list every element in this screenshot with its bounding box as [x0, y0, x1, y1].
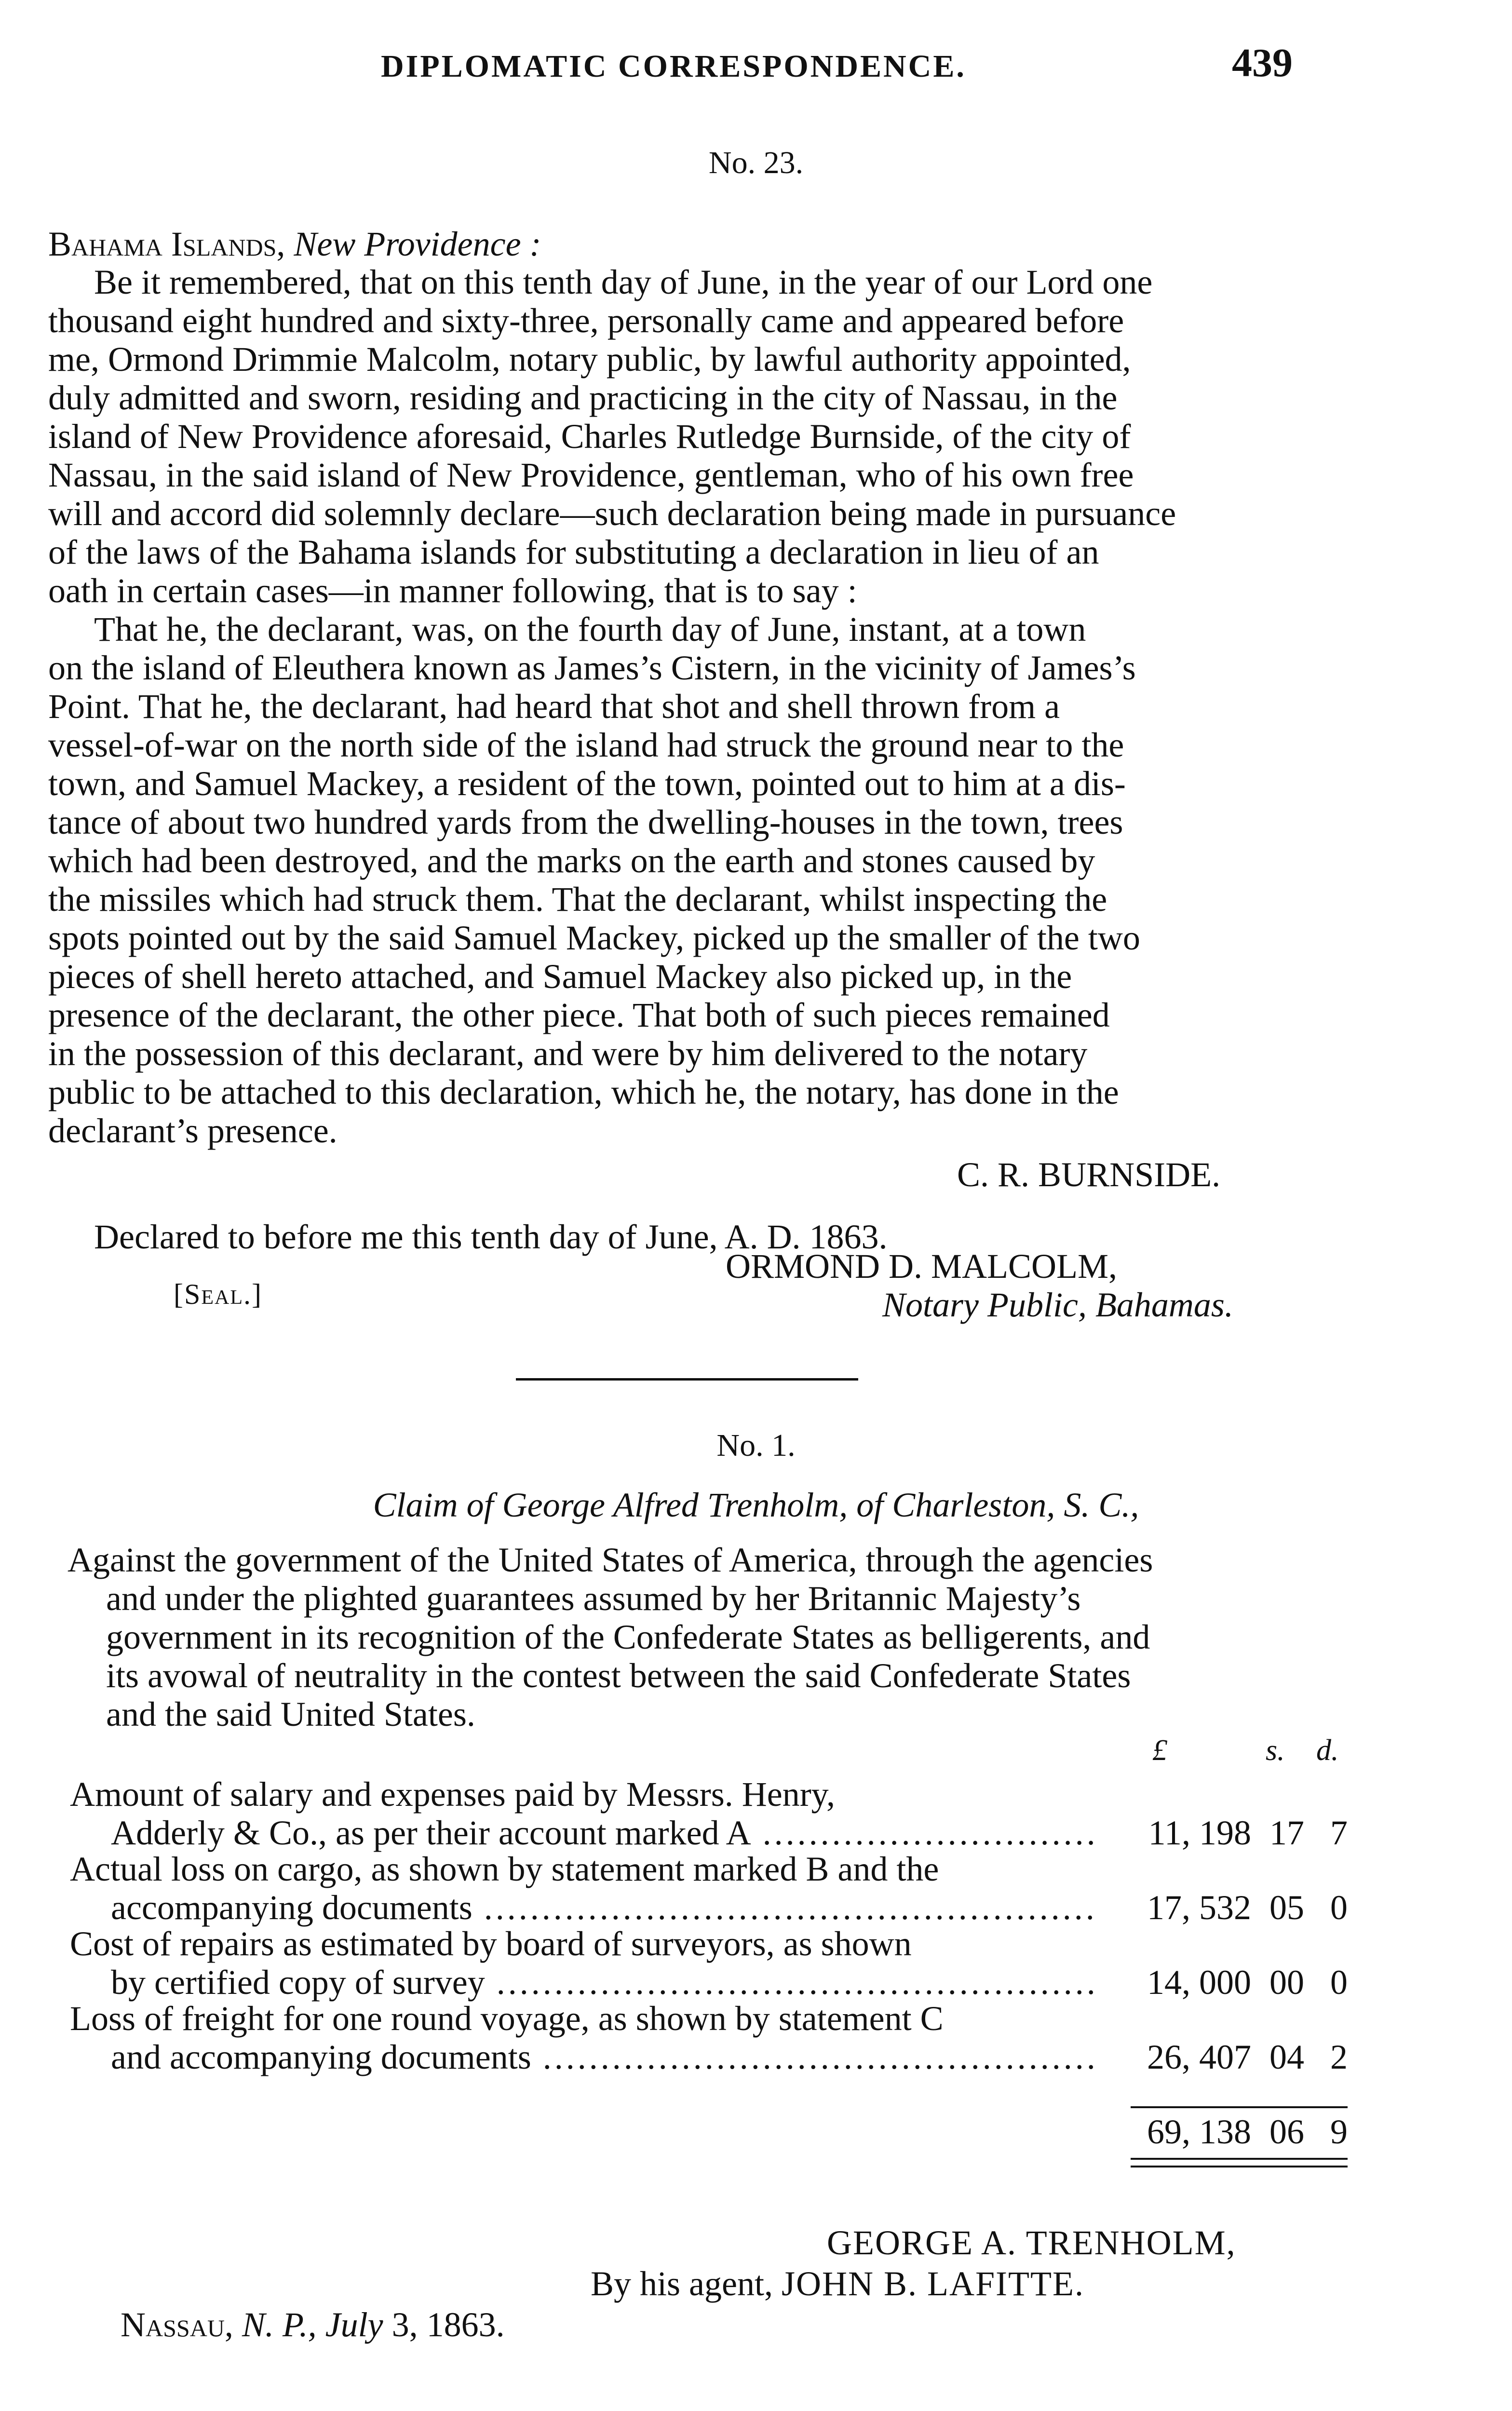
amount-pounds: 26, 407: [1147, 2038, 1251, 2076]
declared-before-text: Declared to before me this tenth day of June, A. D. 1863.: [94, 1218, 888, 1256]
statement-line: tance of about two hundred yards from the dwelling-houses in the town, trees: [48, 803, 1123, 841]
declaration-line: thousand eight hundred and sixty-three, personally came and appeared before: [48, 301, 1124, 340]
running-header: [0, 41, 1512, 106]
total-rule: [1131, 2106, 1348, 2108]
amount-pounds: 14, 000: [1147, 1963, 1251, 2002]
declaration-line: of the laws of the Bahama islands for substituting a declaration in lieu of an: [48, 533, 1099, 571]
agent-prefix: By his agent,: [591, 2264, 773, 2303]
amount-shillings: 05: [1269, 1888, 1304, 1927]
declaration-line: Nassau, in the said island of New Providence, gentleman, who of his own free: [48, 456, 1134, 494]
date-rest: 3, 1863.: [392, 2305, 505, 2344]
amount-pence: 0: [1330, 1963, 1348, 2002]
against-line: Against the government of the United States of America, through the agencies: [68, 1541, 1153, 1579]
statement-line: in the possession of this declarant, and were by him delivered to the notary: [48, 1034, 1088, 1073]
against-paragraph: [68, 1541, 1340, 1734]
notary-title: Notary Public, Bahamas.: [882, 1286, 1233, 1324]
statement-line: which had been destroyed, and the marks on the earth and stones caused by: [48, 841, 1095, 880]
place-heading-italic: New Providence :: [294, 225, 541, 263]
total-pounds: 69, 138: [1147, 2113, 1251, 2151]
total-shillings: 06: [1269, 2113, 1304, 2151]
declaration-line: will and accord did solemnly declare—such declaration being made in pursuance: [48, 494, 1176, 533]
claim-item-line2: accompanying documents .....: [111, 1888, 1099, 1928]
claim-total: [1121, 2112, 1348, 2152]
claim-item-line1: Cost of repairs as estimated by board of surveyors, as shown: [70, 1924, 912, 1963]
claim-title: Claim of George Alfred Trenholm, of Charleston, S. C.,: [373, 1486, 1139, 1524]
seal-text: Seal.: [184, 1278, 252, 1310]
claim-item: [70, 1849, 1348, 1927]
document-number-23: No. 23.: [708, 145, 804, 180]
claim-item-line1: Loss of freight for one round voyage, as shown by statement C: [70, 1999, 944, 2038]
declaration-line: duly admitted and sworn, residing and practicing in the city of Nassau, in the: [48, 379, 1118, 417]
claim-item-line2: Adderly & Co., as per their account marked A .....: [111, 1813, 1099, 1853]
claim-item-amount: [1121, 2037, 1348, 2077]
agent-line: [591, 2264, 1084, 2304]
date-place-italic: N. P., July: [242, 2305, 383, 2344]
place-heading-smallcaps: Bahama Islands,: [48, 225, 285, 263]
claim-item: [70, 1774, 1348, 1852]
claim-item-amount: [1121, 1813, 1348, 1853]
statement-line: declarant’s presence.: [48, 1111, 338, 1150]
page-number: 439: [1232, 41, 1293, 85]
agent-name: JOHN B. LAFITTE.: [781, 2264, 1084, 2303]
claim-item-amount: [1121, 1963, 1348, 2003]
statement-line: the missiles which had struck them. That the declarant, whilst inspecting the: [48, 880, 1107, 919]
statement-line: spots pointed out by the said Samuel Mackey, picked up the smaller of the two: [48, 919, 1140, 957]
total-double-rule: [1131, 2158, 1348, 2167]
seal-bracket-open: [: [174, 1278, 184, 1310]
declarant-signature: C. R. BURNSIDE.: [957, 1155, 1221, 1194]
claim-item-line1: Actual loss on cargo, as shown by statement marked B and the: [70, 1850, 939, 1888]
column-head-shillings: s.: [1266, 1734, 1285, 1767]
claim-item: [70, 1924, 1348, 2002]
statement-line: pieces of shell hereto attached, and Samuel Mackey also picked up, in the: [48, 957, 1072, 996]
declaration-line: oath in certain cases—in manner following, that is to say :: [48, 571, 857, 610]
place-heading: [48, 224, 541, 264]
declaration-line: Be it remembered, that on this tenth day of June, in the year of our Lord one: [94, 263, 1153, 301]
declaration-line: island of New Providence aforesaid, Charles Rutledge Burnside, of the city of: [48, 417, 1131, 456]
notary-name: ORMOND D. MALCOLM,: [726, 1247, 1118, 1286]
statement-line: public to be attached to this declaration, which he, the notary, has done in the: [48, 1073, 1119, 1111]
claim-item-line2: by certified copy of survey .....: [111, 1963, 1099, 2003]
seal-mark: [174, 1278, 262, 1311]
statement-line: on the island of Eleuthera known as James’s Cistern, in the vicinity of James’s: [48, 649, 1136, 687]
statement-line: That he, the declarant, was, on the fourth day of June, instant, at a town: [94, 610, 1086, 649]
column-head-pounds: £: [1152, 1734, 1167, 1767]
amount-pence: 0: [1330, 1888, 1348, 1927]
amount-pounds: 17, 532: [1147, 1888, 1251, 1927]
statement-line: Point. That he, the declarant, had heard that shot and shell thrown from a: [48, 687, 1060, 726]
claim-item-line1: Amount of salary and expenses paid by Messrs. Henry,: [70, 1775, 835, 1814]
amount-pounds: 11, 198: [1148, 1814, 1251, 1852]
amount-shillings: 17: [1269, 1814, 1304, 1852]
claimant-signature: GEORGE A. TRENHOLM,: [827, 2223, 1236, 2262]
statement-line: presence of the declarant, the other piece. That both of such pieces remained: [48, 996, 1110, 1034]
claim-item-line2: and accompanying documents .....: [111, 2037, 1099, 2077]
running-title: DIPLOMATIC CORRESPONDENCE.: [381, 49, 966, 84]
amount-shillings: 04: [1269, 2038, 1304, 2076]
claim-items: [70, 1774, 1348, 2076]
amount-pence: 7: [1330, 1814, 1348, 1852]
column-head-pence: d.: [1316, 1734, 1339, 1767]
document-number-1: No. 1.: [716, 1428, 796, 1463]
statement-paragraph: [48, 610, 1326, 1150]
amount-pence: 2: [1330, 2038, 1348, 2076]
amount-shillings: 00: [1269, 1963, 1304, 2002]
claim-item: [70, 1999, 1348, 2076]
declaration-paragraph: [48, 263, 1326, 610]
date-place: Nassau,: [121, 2305, 233, 2344]
total-pence: 9: [1330, 2113, 1348, 2151]
against-line: and the said United States.: [106, 1695, 475, 1734]
claim-item-amount: [1121, 1888, 1348, 1928]
statement-line: vessel-of-war on the north side of the island had struck the ground near to the: [48, 726, 1124, 764]
against-line: government in its recognition of the Confederate States as belligerents, and: [106, 1618, 1150, 1656]
seal-bracket-close: ]: [252, 1278, 262, 1310]
date-line: [121, 2305, 505, 2345]
against-line: its avowal of neutrality in the contest between the said Confederate States: [106, 1656, 1131, 1695]
statement-line: town, and Samuel Mackey, a resident of the town, pointed out to him at a dis-: [48, 764, 1126, 803]
against-line: and under the plighted guarantees assumed by her Britannic Majesty’s: [106, 1579, 1081, 1618]
declaration-line: me, Ormond Drimmie Malcolm, notary public, by lawful authority appointed,: [48, 340, 1131, 379]
section-divider: [516, 1378, 858, 1381]
declared-before-line: [48, 1218, 1326, 1256]
